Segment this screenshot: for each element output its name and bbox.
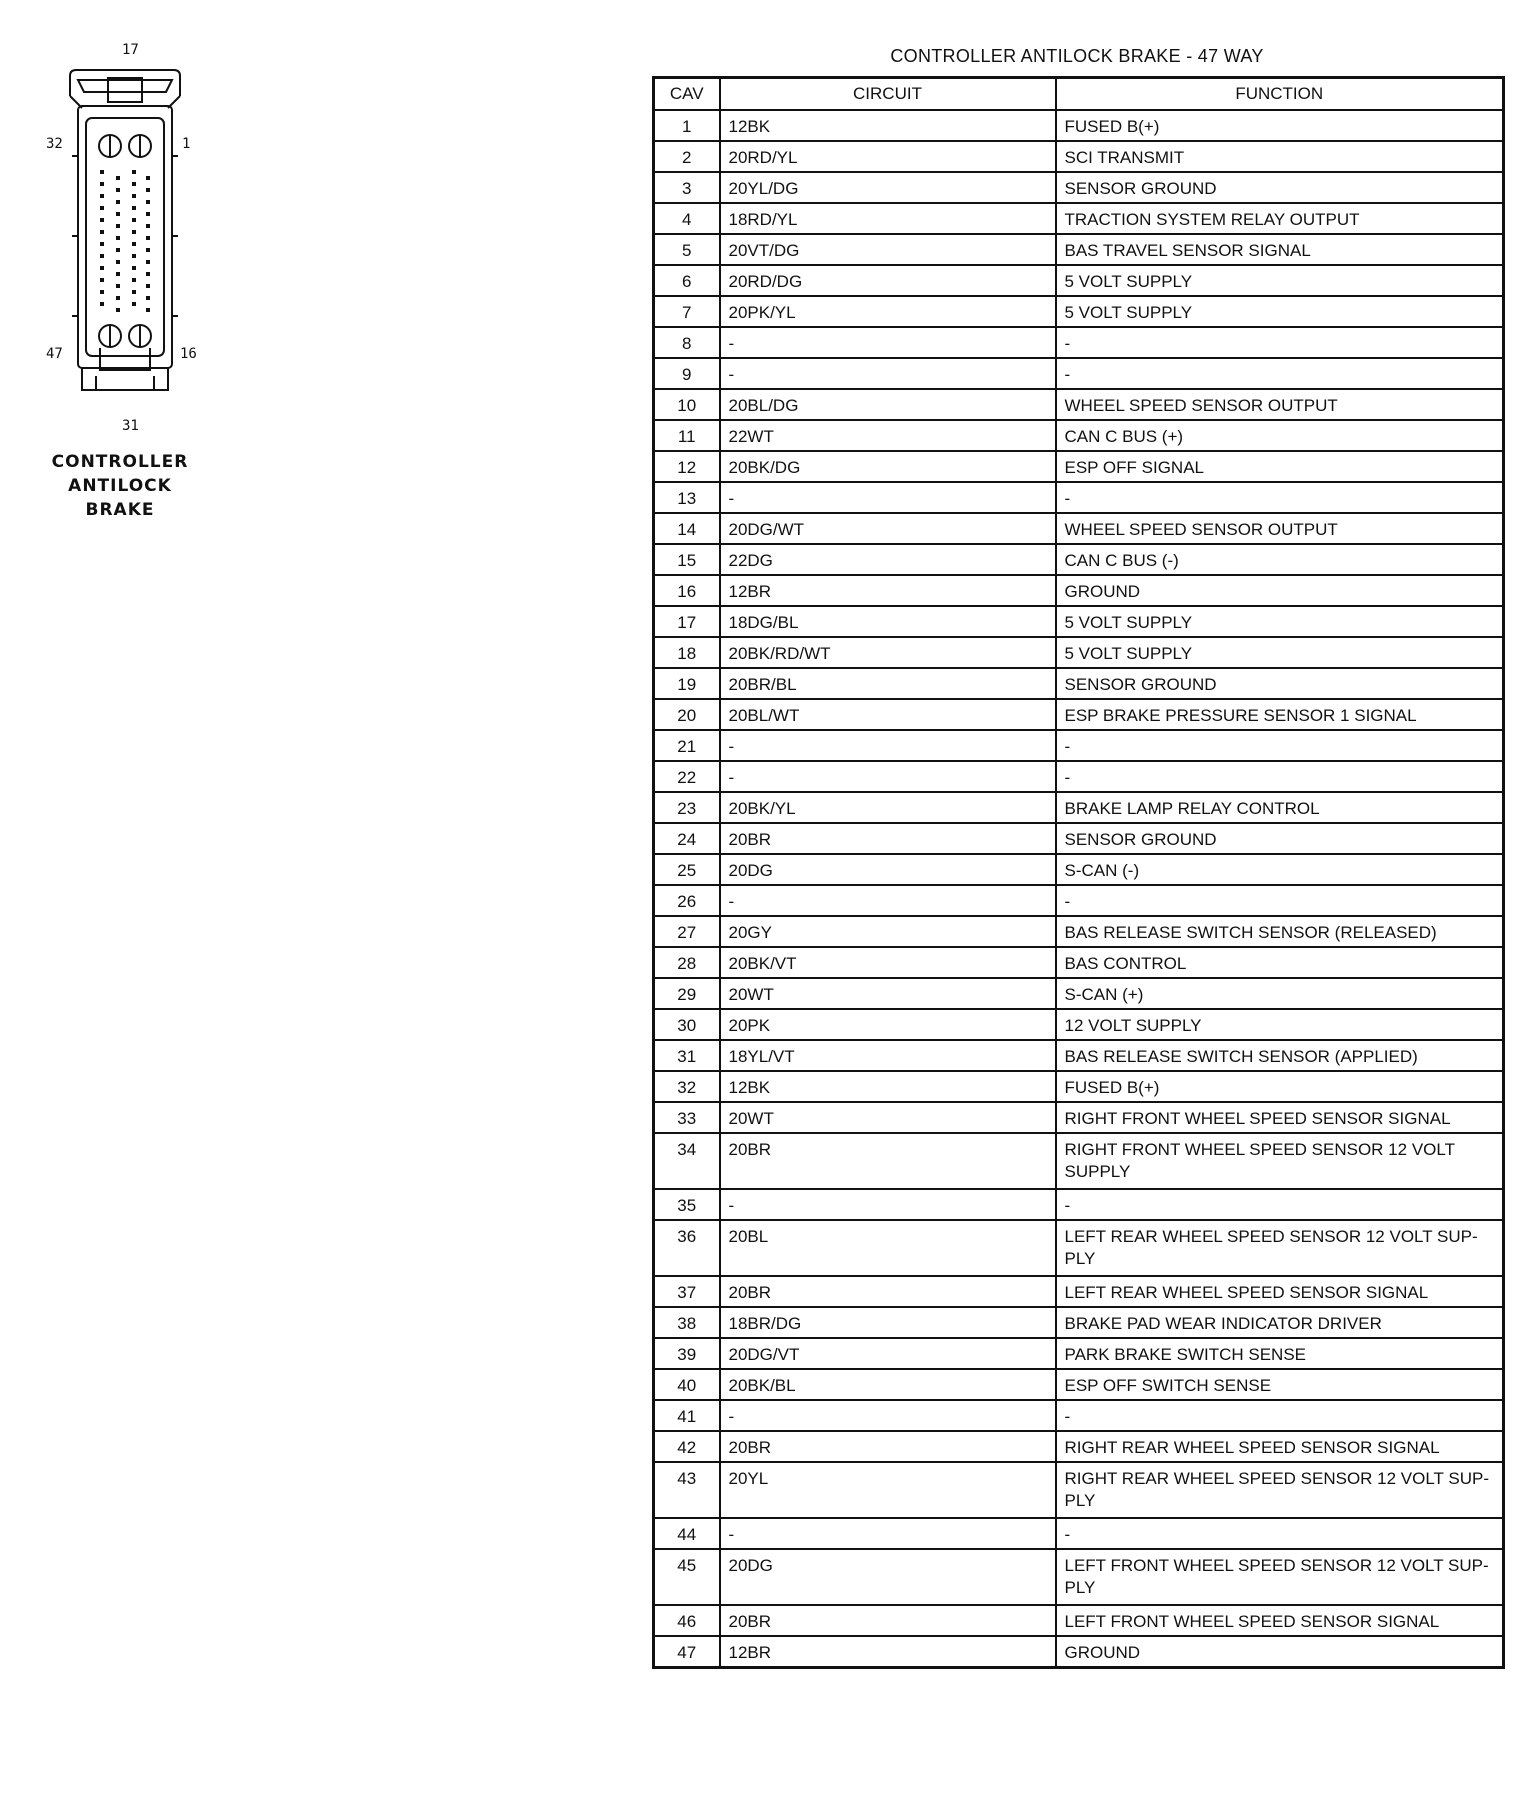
circuit-cell: 20DG/VT (720, 1338, 1056, 1369)
caption-line: CONTROLLER (51, 452, 189, 472)
table-row (654, 358, 1504, 389)
function-cell: FUSED B(+) (1056, 1071, 1504, 1102)
circuit-cell: 20BR/BL (720, 668, 1056, 699)
table-row (654, 1338, 1504, 1369)
table-row (654, 1040, 1504, 1071)
cav-cell: 31 (654, 1040, 720, 1071)
table-row (654, 947, 1504, 978)
circuit-cell: 12BR (720, 1636, 1056, 1667)
cav-cell: 22 (654, 761, 720, 792)
function-cell: LEFT FRONT WHEEL SPEED SENSOR SIGNAL (1056, 1605, 1504, 1636)
table-row (654, 1071, 1504, 1102)
function-cell: 5 VOLT SUPPLY (1056, 265, 1504, 296)
cav-cell: 40 (654, 1369, 720, 1400)
table-row (654, 1549, 1504, 1605)
table-row (654, 451, 1504, 482)
cav-cell: 2 (654, 141, 720, 172)
function-cell: 5 VOLT SUPPLY (1056, 296, 1504, 327)
circuit-cell: 20RD/YL (720, 141, 1056, 172)
cav-cell: 28 (654, 947, 720, 978)
table-row (654, 296, 1504, 327)
circuit-cell: 12BK (720, 1071, 1056, 1102)
cav-cell: 5 (654, 234, 720, 265)
circuit-cell: 18YL/VT (720, 1040, 1056, 1071)
table-row (654, 575, 1504, 606)
circuit-cell: 20BK/YL (720, 792, 1056, 823)
function-cell: SENSOR GROUND (1056, 668, 1504, 699)
cav-cell: 27 (654, 916, 720, 947)
cav-cell: 20 (654, 699, 720, 730)
cav-cell: 46 (654, 1605, 720, 1636)
table-row (654, 1102, 1504, 1133)
circuit-cell: 12BR (720, 575, 1056, 606)
circuit-cell: 20BR (720, 823, 1056, 854)
table-row (654, 1400, 1504, 1431)
circuit-cell: 20BK/DG (720, 451, 1056, 482)
circuit-cell: 20WT (720, 978, 1056, 1009)
circuit-cell: 22WT (720, 420, 1056, 451)
table-row (654, 668, 1504, 699)
cav-cell: 15 (654, 544, 720, 575)
pin-label-1: 1 (182, 136, 191, 152)
circuit-cell: 20BR (720, 1133, 1056, 1189)
header-circuit: CIRCUIT (720, 78, 1056, 111)
table-row (654, 234, 1504, 265)
circuit-cell: 20BR (720, 1605, 1056, 1636)
circuit-cell: - (720, 730, 1056, 761)
cav-cell: 30 (654, 1009, 720, 1040)
table-row (654, 265, 1504, 296)
table-row (654, 1276, 1504, 1307)
table-row (654, 699, 1504, 730)
function-cell: 5 VOLT SUPPLY (1056, 637, 1504, 668)
circuit-cell: 22DG (720, 544, 1056, 575)
function-cell: BAS RELEASE SWITCH SENSOR (APPLIED) (1056, 1040, 1504, 1071)
cav-cell: 21 (654, 730, 720, 761)
cav-cell: 38 (654, 1307, 720, 1338)
function-cell: RIGHT FRONT WHEEL SPEED SENSOR SIGNAL (1056, 1102, 1504, 1133)
circuit-cell: 20DG (720, 1549, 1056, 1605)
function-cell: S-CAN (+) (1056, 978, 1504, 1009)
cav-cell: 25 (654, 854, 720, 885)
circuit-cell: 20BR (720, 1276, 1056, 1307)
cav-cell: 13 (654, 482, 720, 513)
connector-drawing (30, 36, 230, 456)
circuit-cell: 20BK/VT (720, 947, 1056, 978)
circuit-cell: 20BL/DG (720, 389, 1056, 420)
function-cell: BAS TRAVEL SENSOR SIGNAL (1056, 234, 1504, 265)
function-cell: BRAKE PAD WEAR INDICATOR DRIVER (1056, 1307, 1504, 1338)
function-cell: - (1056, 358, 1504, 389)
cav-cell: 16 (654, 575, 720, 606)
circuit-cell: - (720, 1189, 1056, 1220)
cav-cell: 29 (654, 978, 720, 1009)
function-cell: GROUND (1056, 575, 1504, 606)
function-cell: - (1056, 761, 1504, 792)
function-cell: LEFT REAR WHEEL SPEED SENSOR SIGNAL (1056, 1276, 1504, 1307)
function-cell: LEFT REAR WHEEL SPEED SENSOR 12 VOLT SUP-PLY (1056, 1220, 1504, 1276)
cav-cell: 41 (654, 1400, 720, 1431)
pin-label-32: 32 (46, 136, 63, 152)
function-cell: FUSED B(+) (1056, 110, 1504, 141)
cav-cell: 33 (654, 1102, 720, 1133)
function-cell: S-CAN (-) (1056, 854, 1504, 885)
pin-label-17: 17 (122, 42, 139, 58)
circuit-cell: 20RD/DG (720, 265, 1056, 296)
function-cell: CAN C BUS (-) (1056, 544, 1504, 575)
table-row (654, 854, 1504, 885)
circuit-cell: - (720, 358, 1056, 389)
function-cell: LEFT FRONT WHEEL SPEED SENSOR 12 VOLT SUP-PLY (1056, 1549, 1504, 1605)
table-row (654, 389, 1504, 420)
cav-cell: 10 (654, 389, 720, 420)
table-row (654, 1605, 1504, 1636)
cav-cell: 36 (654, 1220, 720, 1276)
cav-cell: 42 (654, 1431, 720, 1462)
table-row (654, 916, 1504, 947)
cav-cell: 14 (654, 513, 720, 544)
cav-cell: 26 (654, 885, 720, 916)
cav-cell: 39 (654, 1338, 720, 1369)
cav-cell: 23 (654, 792, 720, 823)
circuit-cell: - (720, 885, 1056, 916)
circuit-cell: 20GY (720, 916, 1056, 947)
function-cell: - (1056, 885, 1504, 916)
circuit-cell: 20WT (720, 1102, 1056, 1133)
cav-cell: 17 (654, 606, 720, 637)
function-cell: ESP OFF SWITCH SENSE (1056, 1369, 1504, 1400)
cav-cell: 8 (654, 327, 720, 358)
cav-cell: 11 (654, 420, 720, 451)
table-row (654, 1462, 1504, 1518)
function-cell: TRACTION SYSTEM RELAY OUTPUT (1056, 203, 1504, 234)
cav-cell: 9 (654, 358, 720, 389)
table-row (654, 327, 1504, 358)
function-cell: WHEEL SPEED SENSOR OUTPUT (1056, 389, 1504, 420)
cav-cell: 34 (654, 1133, 720, 1189)
function-cell: RIGHT FRONT WHEEL SPEED SENSOR 12 VOLT SUPPLY (1056, 1133, 1504, 1189)
cav-cell: 4 (654, 203, 720, 234)
caption-line: ANTILOCK (68, 476, 172, 496)
function-cell: BAS CONTROL (1056, 947, 1504, 978)
cav-cell: 6 (654, 265, 720, 296)
function-cell: 5 VOLT SUPPLY (1056, 606, 1504, 637)
table-row (654, 730, 1504, 761)
cav-cell: 37 (654, 1276, 720, 1307)
pin-label-47: 47 (46, 346, 63, 362)
function-cell: - (1056, 482, 1504, 513)
table-row (654, 1431, 1504, 1462)
circuit-cell: - (720, 1518, 1056, 1549)
table-row (654, 482, 1504, 513)
function-cell: PARK BRAKE SWITCH SENSE (1056, 1338, 1504, 1369)
connector-caption (20, 450, 220, 522)
circuit-cell: - (720, 761, 1056, 792)
function-cell: - (1056, 1189, 1504, 1220)
table-row (654, 1220, 1504, 1276)
circuit-cell: 20BK/BL (720, 1369, 1056, 1400)
table-row (654, 885, 1504, 916)
pinout-table (652, 76, 1505, 1669)
function-cell: CAN C BUS (+) (1056, 420, 1504, 451)
table-row (654, 110, 1504, 141)
function-cell: ESP OFF SIGNAL (1056, 451, 1504, 482)
table-row (654, 1636, 1504, 1667)
table-row (654, 1518, 1504, 1549)
table-row (654, 172, 1504, 203)
circuit-cell: - (720, 482, 1056, 513)
circuit-cell: 20BR (720, 1431, 1056, 1462)
table-title: CONTROLLER ANTILOCK BRAKE - 47 WAY (890, 46, 1264, 66)
table-row (654, 1009, 1504, 1040)
function-cell: SCI TRANSMIT (1056, 141, 1504, 172)
cav-cell: 3 (654, 172, 720, 203)
circuit-cell: 20YL/DG (720, 172, 1056, 203)
cav-cell: 12 (654, 451, 720, 482)
table-row (654, 606, 1504, 637)
function-cell: - (1056, 730, 1504, 761)
function-cell: RIGHT REAR WHEEL SPEED SENSOR 12 VOLT SUP-PLY (1056, 1462, 1504, 1518)
circuit-cell: - (720, 327, 1056, 358)
table-row (654, 1189, 1504, 1220)
function-cell: BAS RELEASE SWITCH SENSOR (RELEASED) (1056, 916, 1504, 947)
circuit-cell: 20VT/DG (720, 234, 1056, 265)
circuit-cell: 20BL/WT (720, 699, 1056, 730)
circuit-cell: 20PK (720, 1009, 1056, 1040)
table-row (654, 420, 1504, 451)
cav-cell: 24 (654, 823, 720, 854)
table-row (654, 1369, 1504, 1400)
table-row (654, 978, 1504, 1009)
function-cell: - (1056, 1400, 1504, 1431)
table-header-row (654, 78, 1504, 111)
circuit-cell: 20BK/RD/WT (720, 637, 1056, 668)
table-row (654, 513, 1504, 544)
circuit-cell: 18BR/DG (720, 1307, 1056, 1338)
function-cell: BRAKE LAMP RELAY CONTROL (1056, 792, 1504, 823)
circuit-cell: 20PK/YL (720, 296, 1056, 327)
circuit-cell: 18DG/BL (720, 606, 1056, 637)
function-cell: GROUND (1056, 1636, 1504, 1667)
cav-cell: 1 (654, 110, 720, 141)
cav-cell: 18 (654, 637, 720, 668)
cav-cell: 7 (654, 296, 720, 327)
pin-label-16: 16 (180, 346, 197, 362)
header-cav: CAV (654, 78, 720, 111)
cav-cell: 45 (654, 1549, 720, 1605)
circuit-cell: 20BL (720, 1220, 1056, 1276)
table-row (654, 203, 1504, 234)
function-cell: - (1056, 1518, 1504, 1549)
cav-cell: 35 (654, 1189, 720, 1220)
table-row (654, 1307, 1504, 1338)
cav-cell: 47 (654, 1636, 720, 1667)
cav-cell: 44 (654, 1518, 720, 1549)
function-cell: WHEEL SPEED SENSOR OUTPUT (1056, 513, 1504, 544)
circuit-cell: 12BK (720, 110, 1056, 141)
header-function: FUNCTION (1056, 78, 1504, 111)
caption-line: BRAKE (85, 500, 155, 520)
circuit-cell: - (720, 1400, 1056, 1431)
function-cell: 12 VOLT SUPPLY (1056, 1009, 1504, 1040)
circuit-cell: 18RD/YL (720, 203, 1056, 234)
cav-cell: 19 (654, 668, 720, 699)
circuit-cell: 20DG (720, 854, 1056, 885)
table-row (654, 544, 1504, 575)
table-row (654, 761, 1504, 792)
cav-cell: 32 (654, 1071, 720, 1102)
function-cell: RIGHT REAR WHEEL SPEED SENSOR SIGNAL (1056, 1431, 1504, 1462)
cav-cell: 43 (654, 1462, 720, 1518)
table-row (654, 792, 1504, 823)
function-cell: SENSOR GROUND (1056, 823, 1504, 854)
pin-label-31: 31 (122, 418, 139, 434)
function-cell: - (1056, 327, 1504, 358)
table-row (654, 637, 1504, 668)
function-cell: ESP BRAKE PRESSURE SENSOR 1 SIGNAL (1056, 699, 1504, 730)
function-cell: SENSOR GROUND (1056, 172, 1504, 203)
circuit-cell: 20YL (720, 1462, 1056, 1518)
table-row (654, 1133, 1504, 1189)
circuit-cell: 20DG/WT (720, 513, 1056, 544)
table-row (654, 823, 1504, 854)
table-row (654, 141, 1504, 172)
